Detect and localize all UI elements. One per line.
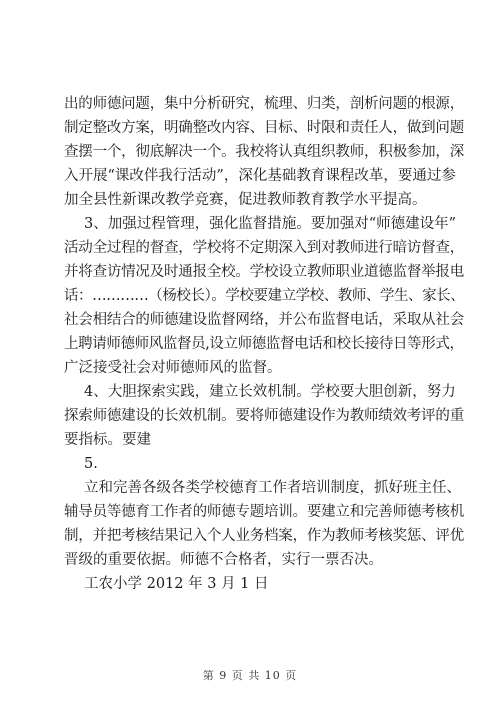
text-line: 活动全过程的督查，学校将不定期深入到对教师进行暗访督查， <box>64 240 464 256</box>
text-line: 3、加强过程管理，强化监督措施。要加强对“师德建设年” <box>84 216 457 232</box>
text-line: 制定整改方案，明确整改内容、目标、时限和责任人，做到问题 <box>64 120 464 136</box>
text-line: 制，并把考核结果记入个人业务档案，作为教师考核奖惩、评优 <box>64 528 464 544</box>
text-line: 5. <box>84 456 98 472</box>
page-footer: 第 9 页 共 10 页 <box>202 669 298 682</box>
text-line: 上聘请师德师风监督员,设立师德监督电话和校长接待日等形式， <box>64 336 464 352</box>
text-line: 入开展“课改伴我行活动”，深化基础教育课程改革，要通过参 <box>64 168 456 184</box>
text-line: 立和完善各级各类学校德育工作者培训制度，抓好班主任、 <box>84 480 461 496</box>
text-line: 晋级的重要依据。师德不合格者，实行一票否决。 <box>64 552 383 568</box>
text-line: 并将查访情况及时通报全校。学校设立教师职业道德监督举报电 <box>64 264 464 280</box>
text-line: 辅导员等德育工作者的师德专题培训。要建立和完善师德考核机 <box>64 504 464 520</box>
text-line: 加全县性新课改教学竞赛，促进教师教育教学水平提高。 <box>64 192 427 208</box>
text-line: 工农小学 2012 年 3 月 1 日 <box>84 576 269 592</box>
text-line: 查摆一个，彻底解决一个。我校将认真组织教师，积极参加，深 <box>64 144 464 160</box>
text-line: 要指标。要建 <box>64 432 151 448</box>
text-line: 探索师德建设的长效机制。要将师德建设作为教师绩效考评的重 <box>64 408 464 424</box>
text-line: 4、大胆探索实践，建立长效机制。学校要大胆创新，努力 <box>84 384 456 400</box>
text-line: 社会相结合的师德建设监督网络，并公布监督电话，采取从社会 <box>64 312 464 328</box>
text-line: 广泛接受社会对师德师风的监督。 <box>64 360 282 376</box>
text-line: 出的师德问题，集中分析研究，梳理、归类，剖析问题的根源， <box>64 96 464 112</box>
document-body <box>64 92 464 596</box>
text-line: 话：…………（杨校长）。学校要建立学校、教师、学生、家长、 <box>64 288 465 304</box>
